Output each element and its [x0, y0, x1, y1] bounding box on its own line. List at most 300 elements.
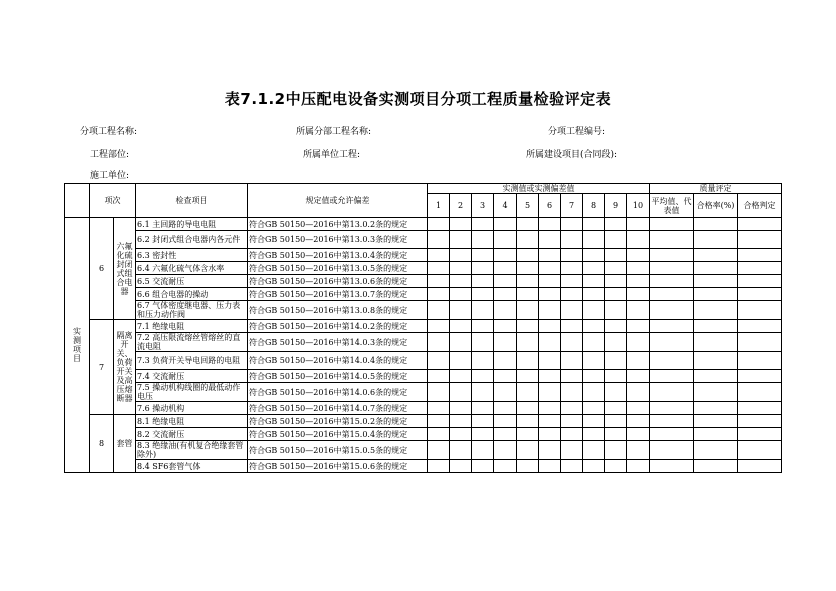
measured-value-cell[interactable] [539, 352, 561, 370]
rate-value-cell[interactable] [694, 402, 738, 415]
measured-value-cell[interactable] [583, 231, 605, 249]
table-row [65, 288, 782, 301]
check-item-cell: 6.6 组合电器的操动 [136, 288, 248, 301]
col-header-4: 4 [494, 194, 517, 218]
spec-cell: 符合GB 50150—2016中第14.0.2条的规定 [248, 320, 428, 333]
measured-value-cell[interactable] [627, 262, 650, 275]
measured-value-cell[interactable] [583, 333, 605, 352]
measured-value-cell[interactable] [450, 262, 472, 275]
measured-value-cell[interactable] [627, 288, 650, 301]
measured-value-cell[interactable] [494, 333, 517, 352]
group-name: 套管 [114, 415, 136, 473]
measured-value-cell[interactable] [494, 370, 517, 383]
rate-value-cell[interactable] [694, 370, 738, 383]
rate-value-cell[interactable] [694, 275, 738, 288]
measured-value-cell[interactable] [494, 275, 517, 288]
measured-value-cell[interactable] [539, 370, 561, 383]
measured-value-cell[interactable] [583, 402, 605, 415]
table-row [65, 231, 782, 249]
measured-value-cell[interactable] [627, 441, 650, 460]
quality-header: 质量评定 [650, 184, 782, 194]
measured-value-cell[interactable] [539, 262, 561, 275]
measured-value-cell[interactable] [494, 231, 517, 249]
table-row [65, 415, 782, 428]
check-item-cell: 7.4 交流耐压 [136, 370, 248, 383]
table-row [65, 383, 782, 402]
rate-value-cell[interactable] [694, 231, 738, 249]
measured-value-cell[interactable] [627, 218, 650, 231]
measured-value-cell[interactable] [450, 415, 472, 428]
check-item-cell: 8.4 SF6套管气体 [136, 460, 248, 473]
measured-value-cell[interactable] [450, 288, 472, 301]
avg-value-cell[interactable] [650, 428, 694, 441]
judge-value-cell[interactable] [738, 428, 782, 441]
judge-value-cell[interactable] [738, 249, 782, 262]
measured-value-cell[interactable] [517, 441, 539, 460]
check-item-cell: 6.7 气体密度继电器、压力表和压力动作阀 [136, 301, 248, 320]
judge-value-cell[interactable] [738, 460, 782, 473]
measured-value-cell[interactable] [428, 275, 450, 288]
measured-value-cell[interactable] [605, 428, 627, 441]
measured-value-cell[interactable] [450, 441, 472, 460]
judge-value-cell[interactable] [738, 402, 782, 415]
measured-value-cell[interactable] [561, 275, 583, 288]
col-header-6: 6 [539, 194, 561, 218]
measured-value-cell[interactable] [583, 275, 605, 288]
rate-value-cell[interactable] [694, 249, 738, 262]
measured-value-cell[interactable] [539, 333, 561, 352]
avg-value-cell[interactable] [650, 320, 694, 333]
measured-value-cell[interactable] [450, 460, 472, 473]
table-row [65, 428, 782, 441]
measured-value-cell[interactable] [539, 441, 561, 460]
measured-value-cell[interactable] [627, 415, 650, 428]
spec-cell: 符合GB 50150—2016中第13.0.7条的规定 [248, 288, 428, 301]
measured-value-cell[interactable] [627, 460, 650, 473]
rate-value-cell[interactable] [694, 383, 738, 402]
measured-value-cell[interactable] [517, 301, 539, 320]
table-row [65, 370, 782, 383]
measured-value-cell[interactable] [561, 231, 583, 249]
measured-value-cell[interactable] [605, 383, 627, 402]
measured-value-cell[interactable] [428, 249, 450, 262]
measured-value-cell[interactable] [428, 262, 450, 275]
group-name: 六氟化硫封闭式组合电器 [114, 218, 136, 320]
measured-value-cell[interactable] [627, 249, 650, 262]
measured-value-cell[interactable] [517, 218, 539, 231]
spec-cell: 符合GB 50150—2016中第13.0.4条的规定 [248, 249, 428, 262]
measured-value-cell[interactable] [428, 428, 450, 441]
measured-value-cell[interactable] [561, 460, 583, 473]
measured-value-cell[interactable] [605, 320, 627, 333]
check-item-cell: 8.1 绝缘电阻 [136, 415, 248, 428]
measured-value-cell[interactable] [605, 333, 627, 352]
table-row [65, 275, 782, 288]
measured-value-cell[interactable] [627, 370, 650, 383]
measured-value-cell[interactable] [561, 428, 583, 441]
measured-value-cell[interactable] [450, 249, 472, 262]
measured-value-cell[interactable] [428, 301, 450, 320]
measured-value-cell[interactable] [472, 288, 494, 301]
measured-value-cell[interactable] [539, 218, 561, 231]
measured-value-cell[interactable] [583, 218, 605, 231]
rate-value-cell[interactable] [694, 320, 738, 333]
measured-value-cell[interactable] [561, 402, 583, 415]
col-header-8: 8 [583, 194, 605, 218]
spec-cell: 符合GB 50150—2016中第15.0.4条的规定 [248, 428, 428, 441]
measured-value-cell[interactable] [472, 231, 494, 249]
check-item-header: 检查项目 [136, 184, 248, 218]
measured-value-cell[interactable] [627, 231, 650, 249]
measured-value-cell[interactable] [583, 320, 605, 333]
table-row [65, 320, 782, 333]
measured-value-cell[interactable] [494, 415, 517, 428]
measured-value-cell[interactable] [539, 460, 561, 473]
measured-value-cell[interactable] [605, 415, 627, 428]
judge-header: 合格判定 [738, 194, 782, 218]
measured-value-cell[interactable] [517, 262, 539, 275]
subitem-name-label: 分项工程名称: [80, 127, 138, 137]
measured-value-cell[interactable] [494, 441, 517, 460]
measured-value-cell[interactable] [472, 460, 494, 473]
measured-value-cell[interactable] [539, 301, 561, 320]
table-row [65, 402, 782, 415]
check-item-cell: 7.5 操动机构线圈的最低动作电压 [136, 383, 248, 402]
judge-value-cell[interactable] [738, 370, 782, 383]
measured-value-cell[interactable] [517, 402, 539, 415]
judge-value-cell[interactable] [738, 320, 782, 333]
measured-value-cell[interactable] [605, 218, 627, 231]
measured-value-cell[interactable] [627, 402, 650, 415]
measured-value-cell[interactable] [539, 415, 561, 428]
avg-value-cell[interactable] [650, 262, 694, 275]
judge-value-cell[interactable] [738, 218, 782, 231]
avg-value-cell[interactable] [650, 275, 694, 288]
measured-value-cell[interactable] [472, 249, 494, 262]
measured-value-cell[interactable] [428, 320, 450, 333]
measured-value-cell[interactable] [428, 352, 450, 370]
measured-value-cell[interactable] [517, 415, 539, 428]
rate-value-cell[interactable] [694, 218, 738, 231]
spec-cell: 符合GB 50150—2016中第13.0.6条的规定 [248, 275, 428, 288]
spec-cell: 符合GB 50150—2016中第13.0.5条的规定 [248, 262, 428, 275]
measured-value-cell[interactable] [583, 428, 605, 441]
table-row [65, 262, 782, 275]
measured-value-cell[interactable] [472, 352, 494, 370]
judge-value-cell[interactable] [738, 415, 782, 428]
spec-cell: 符合GB 50150—2016中第15.0.2条的规定 [248, 415, 428, 428]
spec-cell: 符合GB 50150—2016中第15.0.6条的规定 [248, 460, 428, 473]
measured-value-cell[interactable] [627, 428, 650, 441]
measured-value-cell[interactable] [539, 275, 561, 288]
avg-value-cell[interactable] [650, 402, 694, 415]
measured-value-cell[interactable] [517, 370, 539, 383]
table-row [65, 441, 782, 460]
group-number: 6 [90, 218, 114, 320]
measured-value-cell[interactable] [428, 333, 450, 352]
unit-project-label: 所属单位工程: [303, 150, 361, 160]
measured-value-cell[interactable] [450, 352, 472, 370]
measured-value-cell[interactable] [428, 415, 450, 428]
measured-header: 实测值或实测偏差值 [428, 184, 650, 194]
measured-value-cell[interactable] [627, 275, 650, 288]
construction-project-label: 所属建设项目(合同段): [526, 150, 618, 160]
table-row [65, 333, 782, 352]
table-row [65, 460, 782, 473]
measured-value-cell[interactable] [472, 301, 494, 320]
measured-value-cell[interactable] [627, 301, 650, 320]
measured-value-cell[interactable] [605, 288, 627, 301]
measured-value-cell[interactable] [494, 249, 517, 262]
measured-value-cell[interactable] [517, 352, 539, 370]
judge-value-cell[interactable] [738, 231, 782, 249]
measured-value-cell[interactable] [472, 402, 494, 415]
measured-value-cell[interactable] [517, 231, 539, 249]
measured-value-cell[interactable] [428, 218, 450, 231]
judge-value-cell[interactable] [738, 383, 782, 402]
measured-value-cell[interactable] [605, 370, 627, 383]
judge-value-cell[interactable] [738, 441, 782, 460]
measured-value-cell[interactable] [583, 288, 605, 301]
measured-value-cell[interactable] [605, 402, 627, 415]
measured-value-cell[interactable] [517, 249, 539, 262]
group-name: 隔离开关、负荷开关及高压熔断器 [114, 320, 136, 415]
measured-value-cell[interactable] [561, 288, 583, 301]
avg-value-cell[interactable] [650, 288, 694, 301]
measured-value-cell[interactable] [472, 383, 494, 402]
measured-value-cell[interactable] [450, 218, 472, 231]
check-item-cell: 6.1 主回路的导电电阻 [136, 218, 248, 231]
inspection-table [64, 183, 782, 473]
measured-value-cell[interactable] [583, 301, 605, 320]
avg-value-cell[interactable] [650, 415, 694, 428]
measured-value-cell[interactable] [583, 415, 605, 428]
measured-value-cell[interactable] [472, 370, 494, 383]
measured-value-cell[interactable] [450, 301, 472, 320]
measured-value-cell[interactable] [494, 402, 517, 415]
rate-value-cell[interactable] [694, 428, 738, 441]
judge-value-cell[interactable] [738, 352, 782, 370]
measured-value-cell[interactable] [494, 352, 517, 370]
measured-value-cell[interactable] [494, 288, 517, 301]
rate-value-cell[interactable] [694, 415, 738, 428]
measured-value-cell[interactable] [517, 320, 539, 333]
measured-value-cell[interactable] [517, 428, 539, 441]
measured-value-cell[interactable] [561, 352, 583, 370]
measured-value-cell[interactable] [583, 441, 605, 460]
measured-value-cell[interactable] [472, 441, 494, 460]
rate-value-cell[interactable] [694, 301, 738, 320]
measured-value-cell[interactable] [472, 262, 494, 275]
spec-cell: 符合GB 50150—2016中第13.0.3条的规定 [248, 231, 428, 249]
measured-value-cell[interactable] [583, 352, 605, 370]
division-name-label: 所属分部工程名称: [296, 127, 372, 137]
measured-value-cell[interactable] [561, 320, 583, 333]
measured-value-cell[interactable] [627, 333, 650, 352]
spec-cell: 符合GB 50150—2016中第14.0.6条的规定 [248, 383, 428, 402]
measured-value-cell[interactable] [428, 441, 450, 460]
measured-value-cell[interactable] [450, 231, 472, 249]
check-item-cell: 7.2 高压限流熔丝管熔丝的直流电阻 [136, 333, 248, 352]
measured-value-cell[interactable] [605, 275, 627, 288]
measured-value-cell[interactable] [428, 460, 450, 473]
spec-header: 规定值或允许偏差 [248, 184, 428, 218]
measured-value-cell[interactable] [517, 275, 539, 288]
col-header-9: 9 [605, 194, 627, 218]
measured-value-cell[interactable] [583, 370, 605, 383]
measured-value-cell[interactable] [428, 288, 450, 301]
measured-value-cell[interactable] [472, 275, 494, 288]
avg-value-cell[interactable] [650, 370, 694, 383]
measured-value-cell[interactable] [627, 320, 650, 333]
measured-value-cell[interactable] [450, 275, 472, 288]
avg-value-cell[interactable] [650, 249, 694, 262]
measured-value-cell[interactable] [428, 383, 450, 402]
section-label: 实测项目 [65, 218, 90, 473]
measured-value-cell[interactable] [494, 301, 517, 320]
measured-value-cell[interactable] [472, 218, 494, 231]
measured-value-cell[interactable] [450, 370, 472, 383]
measured-value-cell[interactable] [450, 383, 472, 402]
measured-value-cell[interactable] [539, 231, 561, 249]
spec-cell: 符合GB 50150—2016中第13.0.2条的规定 [248, 218, 428, 231]
check-item-cell: 7.3 负荷开关导电回路的电阻 [136, 352, 248, 370]
measured-value-cell[interactable] [561, 441, 583, 460]
measured-value-cell[interactable] [494, 460, 517, 473]
subitem-code-label: 分项工程编号: [548, 127, 606, 137]
rate-value-cell[interactable] [694, 460, 738, 473]
rate-value-cell[interactable] [694, 352, 738, 370]
table-row [65, 301, 782, 320]
measured-value-cell[interactable] [605, 262, 627, 275]
measured-value-cell[interactable] [561, 333, 583, 352]
measured-value-cell[interactable] [472, 428, 494, 441]
avg-value-cell[interactable] [650, 301, 694, 320]
page-title: 表7.1.2中压配电设备实测项目分项工程质量检验评定表 [224, 90, 612, 108]
measured-value-cell[interactable] [605, 441, 627, 460]
measured-value-cell[interactable] [494, 320, 517, 333]
rate-value-cell[interactable] [694, 288, 738, 301]
item-no-header: 项次 [90, 184, 136, 218]
measured-value-cell[interactable] [539, 383, 561, 402]
measured-value-cell[interactable] [450, 320, 472, 333]
check-item-cell: 6.2 封闭式组合电器内各元件 [136, 231, 248, 249]
avg-header: 平均值、代表值 [650, 194, 694, 218]
rate-value-cell[interactable] [694, 441, 738, 460]
judge-value-cell[interactable] [738, 333, 782, 352]
spec-cell: 符合GB 50150—2016中第14.0.4条的规定 [248, 352, 428, 370]
group-number: 8 [90, 415, 114, 473]
judge-value-cell[interactable] [738, 288, 782, 301]
measured-value-cell[interactable] [494, 428, 517, 441]
measured-value-cell[interactable] [494, 383, 517, 402]
measured-value-cell[interactable] [561, 301, 583, 320]
avg-value-cell[interactable] [650, 383, 694, 402]
measured-value-cell[interactable] [450, 333, 472, 352]
rate-value-cell[interactable] [694, 333, 738, 352]
measured-value-cell[interactable] [583, 249, 605, 262]
project-part-label: 工程部位: [90, 150, 130, 160]
check-item-cell: 6.4 六氟化硫气体含水率 [136, 262, 248, 275]
measured-value-cell[interactable] [605, 301, 627, 320]
measured-value-cell[interactable] [583, 262, 605, 275]
col-header-2: 2 [450, 194, 472, 218]
group-number: 7 [90, 320, 114, 415]
spec-cell: 符合GB 50150—2016中第15.0.5条的规定 [248, 441, 428, 460]
measured-value-cell[interactable] [428, 402, 450, 415]
col-header-1: 1 [428, 194, 450, 218]
measured-value-cell[interactable] [494, 262, 517, 275]
measured-value-cell[interactable] [428, 370, 450, 383]
check-item-cell: 6.3 密封性 [136, 249, 248, 262]
measured-value-cell[interactable] [605, 460, 627, 473]
measured-value-cell[interactable] [472, 333, 494, 352]
check-item-cell: 7.1 绝缘电阻 [136, 320, 248, 333]
measured-value-cell[interactable] [517, 460, 539, 473]
measured-value-cell[interactable] [561, 370, 583, 383]
measured-value-cell[interactable] [605, 231, 627, 249]
avg-value-cell[interactable] [650, 460, 694, 473]
rate-value-cell[interactable] [694, 262, 738, 275]
col-header-10: 10 [627, 194, 650, 218]
avg-value-cell[interactable] [650, 441, 694, 460]
measured-value-cell[interactable] [517, 383, 539, 402]
check-item-cell: 8.3 绝缘油(有机复合绝缘套管除外) [136, 441, 248, 460]
measured-value-cell[interactable] [539, 249, 561, 262]
measured-value-cell[interactable] [450, 402, 472, 415]
measured-value-cell[interactable] [583, 383, 605, 402]
measured-value-cell[interactable] [605, 352, 627, 370]
measured-value-cell[interactable] [539, 288, 561, 301]
avg-value-cell[interactable] [650, 231, 694, 249]
judge-value-cell[interactable] [738, 301, 782, 320]
measured-value-cell[interactable] [561, 218, 583, 231]
measured-value-cell[interactable] [561, 249, 583, 262]
measured-value-cell[interactable] [605, 249, 627, 262]
judge-value-cell[interactable] [738, 275, 782, 288]
measured-value-cell[interactable] [583, 460, 605, 473]
spec-cell: 符合GB 50150—2016中第13.0.8条的规定 [248, 301, 428, 320]
rate-header: 合格率(%) [694, 194, 738, 218]
avg-value-cell[interactable] [650, 352, 694, 370]
measured-value-cell[interactable] [539, 320, 561, 333]
measured-value-cell[interactable] [539, 402, 561, 415]
measured-value-cell[interactable] [428, 231, 450, 249]
measured-value-cell[interactable] [472, 320, 494, 333]
spec-cell: 符合GB 50150—2016中第14.0.3条的规定 [248, 333, 428, 352]
measured-value-cell[interactable] [517, 288, 539, 301]
judge-value-cell[interactable] [738, 262, 782, 275]
spec-cell: 符合GB 50150—2016中第14.0.7条的规定 [248, 402, 428, 415]
corner-cell [65, 184, 90, 218]
avg-value-cell[interactable] [650, 333, 694, 352]
measured-value-cell[interactable] [472, 415, 494, 428]
measured-value-cell[interactable] [627, 352, 650, 370]
col-header-7: 7 [561, 194, 583, 218]
check-item-cell: 7.6 操动机构 [136, 402, 248, 415]
table-row [65, 249, 782, 262]
spec-cell: 符合GB 50150—2016中第14.0.5条的规定 [248, 370, 428, 383]
measured-value-cell[interactable] [561, 262, 583, 275]
measured-value-cell[interactable] [627, 383, 650, 402]
measured-value-cell[interactable] [561, 383, 583, 402]
measured-value-cell[interactable] [494, 218, 517, 231]
measured-value-cell[interactable] [539, 428, 561, 441]
measured-value-cell[interactable] [561, 415, 583, 428]
avg-value-cell[interactable] [650, 218, 694, 231]
measured-value-cell[interactable] [450, 428, 472, 441]
measured-value-cell[interactable] [517, 333, 539, 352]
